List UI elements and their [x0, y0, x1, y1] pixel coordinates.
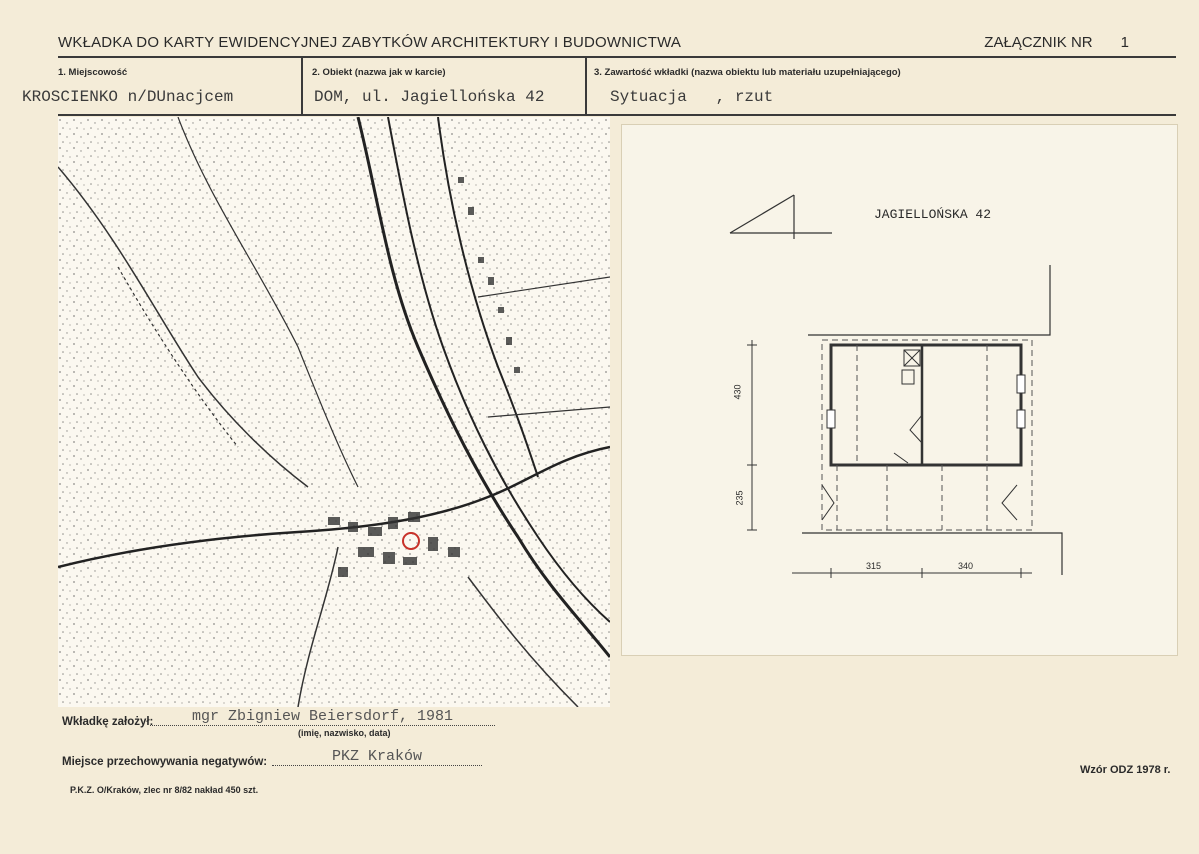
negatives-value: PKZ Kraków: [272, 748, 482, 766]
object-value: DOM, ul. Jagiellońska 42: [314, 88, 545, 106]
header-divider-2: [585, 57, 587, 114]
dim-depth-main: 430: [732, 384, 743, 400]
founder-label: Wkładkę założył:: [62, 716, 154, 728]
locality-label: 1. Miejscowość: [58, 67, 128, 78]
annex-label: [984, 34, 1129, 51]
founder-hint: (imię, nazwisko, data): [298, 728, 391, 738]
card-title: WKŁADKA DO KARTY EWIDENCYJNEJ ZABYTKÓW ARCHITEKTURY I BUDOWNICTWA: [58, 34, 682, 51]
locality-value: KROSCIENKO n/DUnacjcem: [22, 88, 234, 106]
header-divider-1: [301, 57, 303, 114]
situation-map: [58, 117, 610, 707]
floor-plan-drawing: [622, 125, 1177, 655]
annex-number: 1: [1120, 34, 1129, 51]
dim-depth-porch: 235: [734, 490, 745, 506]
print-note: P.K.Z. O/Kraków, zlec nr 8/82 nakład 450 szt.: [70, 785, 259, 795]
header-rule-top: [58, 56, 1176, 58]
content-label: 3. Zawartość wkładki (nazwa obiektu lub materiału uzupełniającego): [594, 67, 901, 78]
dim-width-right: 340: [958, 561, 974, 571]
pattern-note: Wzór ODZ 1978 r.: [1080, 764, 1171, 776]
header-rule-bottom: [58, 114, 1176, 116]
situation-map-drawing: [58, 117, 610, 707]
content-value: Sytuacja , rzut: [610, 88, 774, 106]
street-label: JAGIELLOŃSKA 42: [874, 207, 992, 222]
object-label: 2. Obiekt (nazwa jak w karcie): [312, 67, 446, 78]
negatives-label: Miejsce przechowywania negatywów:: [62, 756, 268, 768]
founder-value: mgr Zbigniew Beiersdorf, 1981: [150, 708, 495, 726]
floor-plan-sheet: [621, 124, 1178, 656]
annex-label-text: ZAŁĄCZNIK NR: [984, 34, 1093, 51]
dim-width-left: 315: [866, 561, 882, 571]
north-arrow-icon: [730, 195, 832, 239]
